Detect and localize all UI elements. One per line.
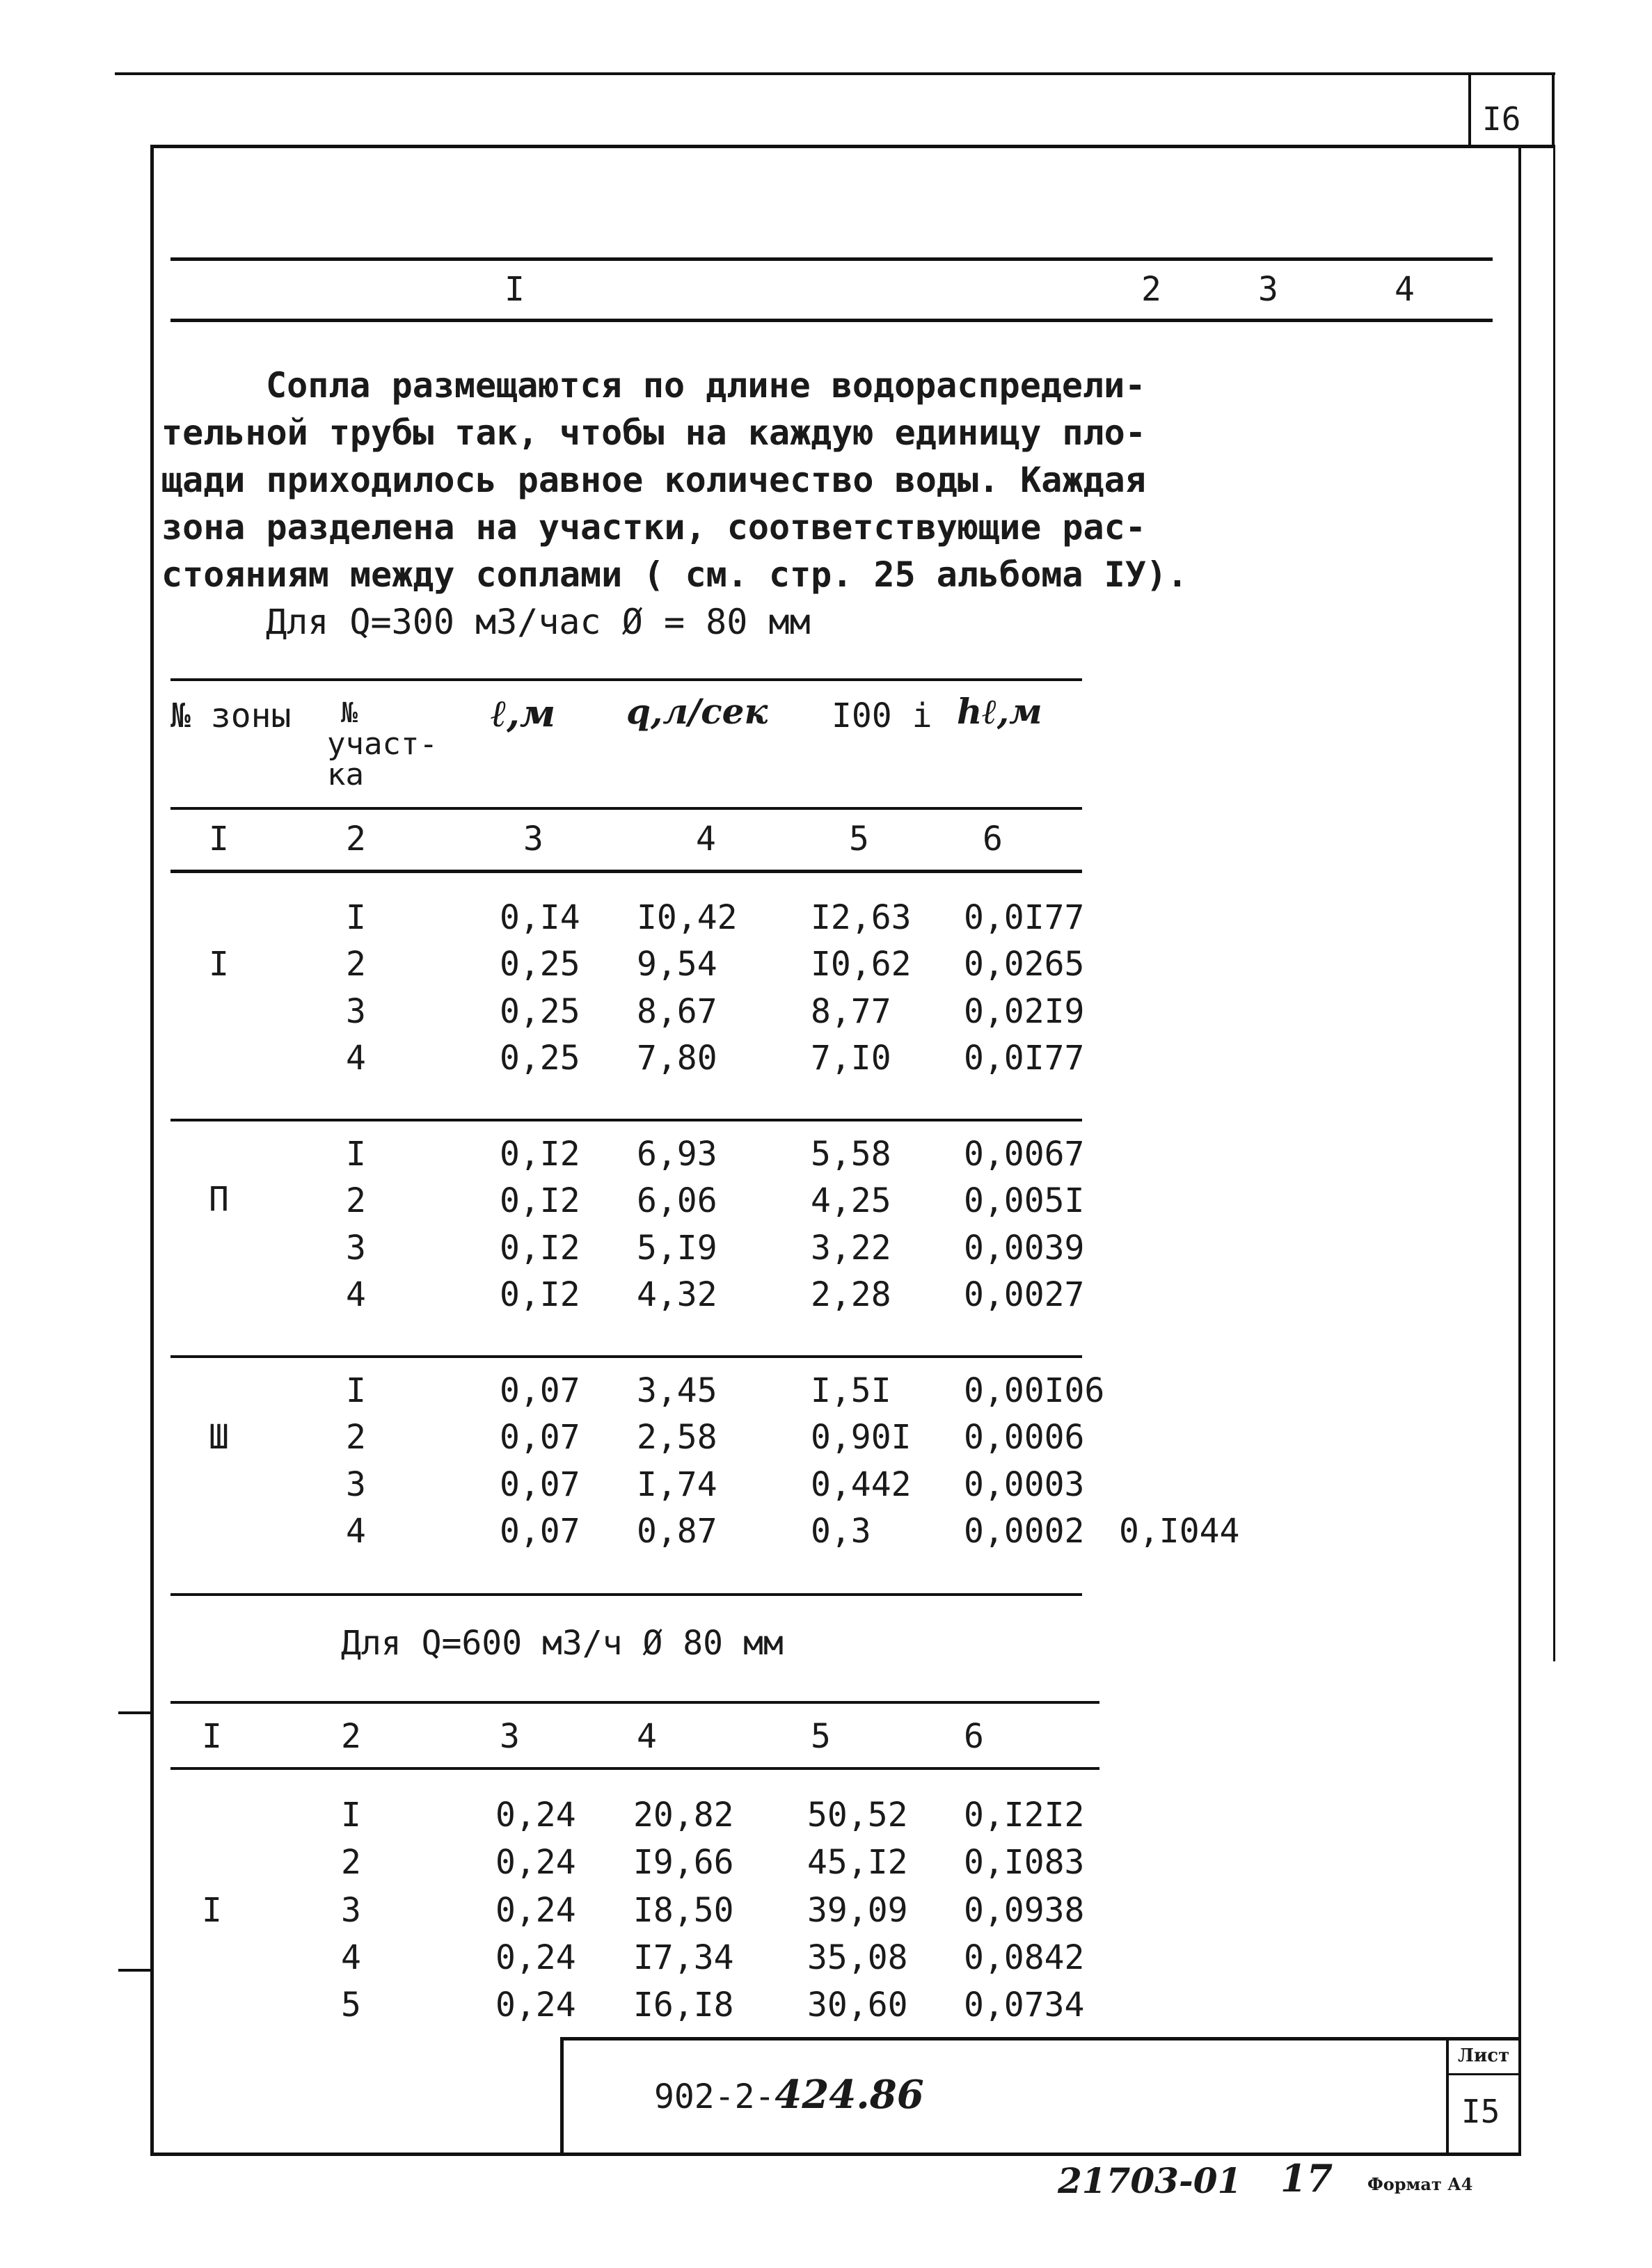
table-cell: 0,25 bbox=[500, 1039, 580, 1078]
table1-colnum: I bbox=[209, 820, 229, 859]
table-cell: 2 bbox=[346, 1181, 366, 1220]
sheet-label: Лист bbox=[1458, 2045, 1510, 2066]
table-cell: 0,24 bbox=[495, 1891, 576, 1930]
top-outer-line bbox=[115, 72, 1555, 75]
table1-header-loss: hℓ,м bbox=[957, 691, 1042, 732]
zone-label: I bbox=[202, 1891, 222, 1930]
table-cell: I,5I bbox=[811, 1371, 891, 1410]
table-cell: 8,77 bbox=[811, 992, 891, 1031]
table-cell: 3 bbox=[346, 1465, 366, 1504]
table-cell: 45,I2 bbox=[807, 1843, 908, 1882]
table-cell: 0,I083 bbox=[964, 1843, 1085, 1882]
table-cell: 0,07 bbox=[500, 1512, 580, 1551]
table-cell: 3 bbox=[346, 992, 366, 1031]
table-cell: 0,3 bbox=[811, 1512, 871, 1551]
table-cell: 0,0I77 bbox=[964, 1039, 1085, 1078]
table1-num-line bbox=[170, 870, 1082, 873]
stamp-top bbox=[560, 2037, 1520, 2041]
table-cell: 2 bbox=[346, 1418, 366, 1457]
table2-colnum: I bbox=[202, 1717, 222, 1756]
table-cell: 0,I2I2 bbox=[964, 1796, 1085, 1835]
table-cell: I bbox=[346, 898, 366, 937]
table-cell: I,74 bbox=[637, 1465, 717, 1504]
table1-colnum: 3 bbox=[523, 820, 543, 859]
table1-top-line bbox=[170, 678, 1082, 681]
table2-top-line bbox=[170, 1701, 1099, 1704]
left-tick-1 bbox=[118, 1711, 153, 1714]
document-code-prefix: 902-2- bbox=[654, 2077, 775, 2116]
table1-colnum: 4 bbox=[696, 820, 716, 859]
column-header-3: 3 bbox=[1258, 270, 1278, 309]
table-cell: 0,0842 bbox=[964, 1938, 1085, 1977]
table2-colnum: 2 bbox=[341, 1717, 361, 1756]
table-cell: I bbox=[346, 1135, 366, 1174]
table-cell: 4 bbox=[346, 1512, 366, 1551]
table-cell: 5,I9 bbox=[637, 1229, 717, 1268]
table-cell: 0,87 bbox=[637, 1512, 717, 1551]
table-cell: 0,I2 bbox=[500, 1181, 580, 1220]
table-cell: 0,24 bbox=[495, 1843, 576, 1882]
table-cell: I0,62 bbox=[811, 945, 912, 984]
group-divider bbox=[170, 1355, 1082, 1358]
table-cell: 4,32 bbox=[637, 1275, 717, 1314]
table-cell: 4 bbox=[346, 1039, 366, 1078]
zone-label: П bbox=[209, 1180, 229, 1219]
inventory-number: 21703-01 bbox=[1058, 2160, 1242, 2201]
paragraph-line: щади приходилось равное количество воды. Каждая bbox=[161, 460, 1146, 500]
subtitle-q600: Для Q=600 м3/ч Ø 80 мм bbox=[341, 1624, 784, 1663]
stamp-divider bbox=[1446, 2037, 1449, 2155]
table-cell: 0,0265 bbox=[964, 945, 1085, 984]
table1-header-line bbox=[170, 807, 1082, 810]
table-cell: 8,67 bbox=[637, 992, 717, 1031]
table-cell: 7,I0 bbox=[811, 1039, 891, 1078]
table-cell: 6,93 bbox=[637, 1135, 717, 1174]
table1-bottom-line bbox=[170, 1593, 1082, 1596]
table-cell: 9,54 bbox=[637, 945, 717, 984]
paragraph-line: стояниям между соплами ( см. стр. 25 альбома IУ). bbox=[161, 554, 1189, 595]
table-cell: 30,60 bbox=[807, 1986, 908, 2025]
table-cell: I bbox=[346, 1371, 366, 1410]
header-band-bottom bbox=[170, 319, 1493, 322]
table-cell: 2 bbox=[346, 945, 366, 984]
table-cell: 0,24 bbox=[495, 1986, 576, 2025]
table-cell: I7,34 bbox=[633, 1938, 734, 1977]
table-cell: 5 bbox=[341, 1986, 361, 2025]
table-cell: I8,50 bbox=[633, 1891, 734, 1930]
table-cell: 7,80 bbox=[637, 1039, 717, 1078]
table-cell: 0,24 bbox=[495, 1938, 576, 1977]
table-cell: 0,0027 bbox=[964, 1275, 1085, 1314]
format-label: Формат А4 bbox=[1367, 2174, 1473, 2194]
left-tick-2 bbox=[118, 1969, 153, 1972]
table-cell: 50,52 bbox=[807, 1796, 908, 1835]
table-cell: 20,82 bbox=[633, 1796, 734, 1835]
table-cell: 0,0I77 bbox=[964, 898, 1085, 937]
stamp-sheet-line bbox=[1446, 2073, 1520, 2075]
table-cell: 5,58 bbox=[811, 1135, 891, 1174]
frame-top bbox=[152, 145, 1555, 148]
outer-right-line bbox=[1553, 145, 1555, 1661]
zone-label: Ш bbox=[209, 1418, 229, 1457]
table-cell: 0,25 bbox=[500, 992, 580, 1031]
table1-header-section-n: № bbox=[341, 697, 358, 729]
table1-header-flow: q,л/сек bbox=[626, 691, 768, 732]
table-cell: 0,0002 bbox=[964, 1512, 1085, 1551]
table-cell: I bbox=[341, 1796, 361, 1835]
paragraph-line: Сопла размещаются по длине водораспредели- bbox=[266, 365, 1146, 406]
table-cell: 0,24 bbox=[495, 1796, 576, 1835]
table-cell: 39,09 bbox=[807, 1891, 908, 1930]
paragraph-line: зона разделена на участки, соответствующие рас- bbox=[161, 507, 1146, 548]
table-cell: 35,08 bbox=[807, 1938, 908, 1977]
table-cell: 0,02I9 bbox=[964, 992, 1085, 1031]
column-header-2: 2 bbox=[1141, 270, 1161, 309]
sheet-number: I5 bbox=[1461, 2093, 1500, 2130]
column-header-4: 4 bbox=[1395, 270, 1415, 309]
table1-colnum: 5 bbox=[849, 820, 869, 859]
table-cell: 2,58 bbox=[637, 1418, 717, 1457]
table2-colnum: 3 bbox=[500, 1717, 520, 1756]
table-cell: I0,42 bbox=[637, 898, 738, 937]
table1-header-zone: № зоны bbox=[170, 696, 292, 735]
table1-header-section-2: ка bbox=[327, 757, 364, 792]
corner-sheet-number: I6 bbox=[1482, 100, 1521, 138]
table1-header-slope: I00 i bbox=[832, 696, 932, 735]
table-cell: 0,25 bbox=[500, 945, 580, 984]
table-cell: 4 bbox=[346, 1275, 366, 1314]
table-cell: 3,45 bbox=[637, 1371, 717, 1410]
table-cell: 0,I2 bbox=[500, 1275, 580, 1314]
corner-box-left bbox=[1468, 74, 1471, 146]
table2-colnum: 5 bbox=[811, 1717, 831, 1756]
table1-header-length: ℓ,м bbox=[491, 691, 556, 735]
table-cell: 4 bbox=[341, 1938, 361, 1977]
table-cell: 0,0067 bbox=[964, 1135, 1085, 1174]
table-cell: 0,07 bbox=[500, 1418, 580, 1457]
table-cell: 0,90I bbox=[811, 1418, 912, 1457]
table2-colnum: 6 bbox=[964, 1717, 984, 1756]
table-cell: I6,I8 bbox=[633, 1986, 734, 2025]
table-cell: 0,005I bbox=[964, 1181, 1085, 1220]
header-band-top bbox=[170, 257, 1493, 261]
table-cell: 3 bbox=[341, 1891, 361, 1930]
table1-colnum: 6 bbox=[983, 820, 1003, 859]
table-cell: 0,00I06 bbox=[964, 1371, 1105, 1410]
table-cell: 6,06 bbox=[637, 1181, 717, 1220]
zone-label: I bbox=[209, 945, 229, 984]
table-cell: 0,0734 bbox=[964, 1986, 1085, 2025]
table2-num-line bbox=[170, 1767, 1099, 1770]
table-cell: I2,63 bbox=[811, 898, 912, 937]
table-cell: I9,66 bbox=[633, 1843, 734, 1882]
document-code bbox=[654, 2072, 924, 2118]
table-cell: 4,25 bbox=[811, 1181, 891, 1220]
table-cell: 0,07 bbox=[500, 1371, 580, 1410]
column-header-1: I bbox=[505, 270, 525, 309]
table1-sum: 0,I044 bbox=[1119, 1512, 1240, 1551]
table-cell: 0,I2 bbox=[500, 1135, 580, 1174]
table-cell: 3 bbox=[346, 1229, 366, 1268]
paragraph-line: Для Q=300 м3/час Ø = 80 мм bbox=[266, 602, 811, 642]
table1-colnum: 2 bbox=[346, 820, 366, 859]
table-cell: 2,28 bbox=[811, 1275, 891, 1314]
stamp-left bbox=[560, 2037, 564, 2155]
table-cell: 0,0003 bbox=[964, 1465, 1085, 1504]
page-number: 17 bbox=[1280, 2156, 1333, 2201]
table-cell: 2 bbox=[341, 1843, 361, 1882]
table-cell: 0,442 bbox=[811, 1465, 912, 1504]
document-code-number: 424.86 bbox=[775, 2072, 924, 2118]
intro-paragraph bbox=[161, 362, 1189, 646]
corner-box-right bbox=[1552, 72, 1555, 146]
paragraph-line: тельной трубы так, чтобы на каждую единицу пло- bbox=[161, 413, 1146, 453]
table-cell: 0,07 bbox=[500, 1465, 580, 1504]
table-cell: 0,0006 bbox=[964, 1418, 1085, 1457]
table-cell: 0,I4 bbox=[500, 898, 580, 937]
table-cell: 0,I2 bbox=[500, 1229, 580, 1268]
table-cell: 0,0039 bbox=[964, 1229, 1085, 1268]
table-cell: 0,0938 bbox=[964, 1891, 1085, 1930]
table-cell: 3,22 bbox=[811, 1229, 891, 1268]
frame-left bbox=[150, 145, 154, 2155]
group-divider bbox=[170, 1119, 1082, 1121]
frame-right bbox=[1518, 145, 1521, 2155]
table2-colnum: 4 bbox=[637, 1717, 657, 1756]
table1-header-section-1: участ- bbox=[327, 726, 438, 762]
